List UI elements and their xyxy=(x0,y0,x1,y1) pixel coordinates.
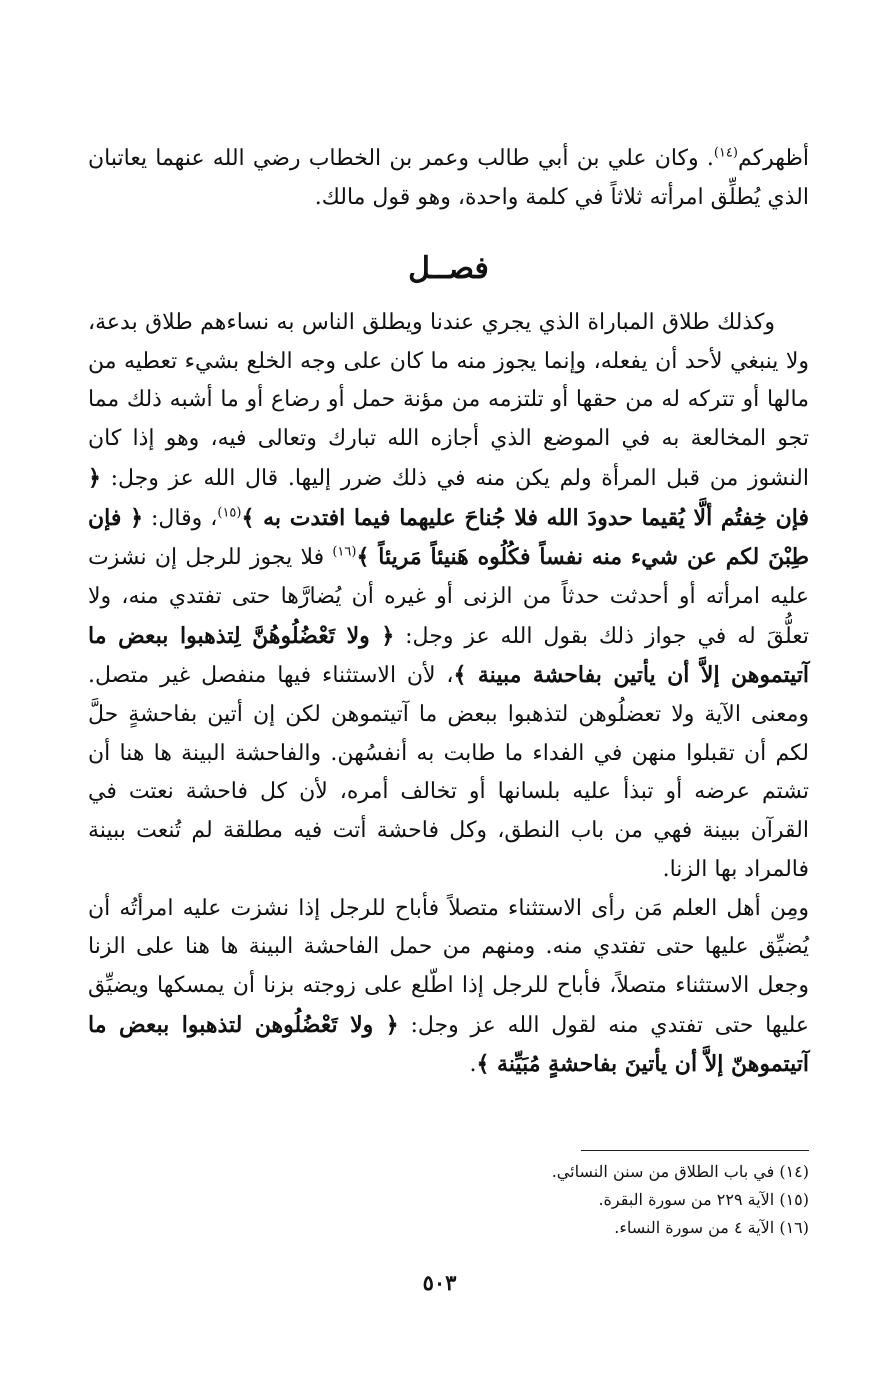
quran-verse-3: ﴿ ولا تَعْضُلُوهُنَّ لِتذهبوا ببعض ما آتيتموهن إلاَّ أن يأتين بفاحشة مبينة ﴾ xyxy=(88,622,810,689)
p1-text-b: ، وقال: xyxy=(151,505,218,531)
footnote-15: (١٥) الآية ٢٢٩ من سورة البقرة. xyxy=(598,1190,809,1209)
intro-text-a: أظهركم xyxy=(737,146,809,171)
page-number: ٥٠٣ xyxy=(422,1270,457,1295)
main-text xyxy=(88,304,809,1085)
quran-verse-1: ﴿ فإن خِفتُم ألَّا يُقيما حدودَ الله فلا جُناحَ عليهما فيما افتدت به ﴾ xyxy=(88,464,809,531)
p1-text-d: ، لأن الاستثناء فيها منفصل غير متصل. ومعنى الآية ولا تعضلُوهن لتذهبوا ببعض ما آتيتموهن لكن إن أتين بفاحشةٍ حلَّ لكم أن تقبلوا منهن في الفداء ما طابت به أنفسُهن. والفاحشة البينة ها هنا أن تشتم عرضه أو تبذأ عليه بلسانها أو تخالف أمره، لأن كل فاحشة نعتت في القرآن ببينة فهي من باب النطق، وكل فاحشة أتت فيه مطلقة لم تُنعت ببينة فالمراد بها الزنا. xyxy=(88,663,809,882)
p1-text-c: فلا يجوز للرجل إن نشزت عليه امرأته أو أحدثت حدثاً من الزنى أو غيره أن يُضارَّها حتى تفتدي منه، ولا تعلُّقَ له في جواز ذلك بقول الله عز وجل: xyxy=(88,545,809,649)
section-heading: فصــل xyxy=(408,251,489,286)
paragraph-1 xyxy=(88,304,809,890)
quran-verse-4: ﴿ ولا تَعْضُلُوهن لتذهبوا ببعض ما آتيتموهنّ إلاَّ أن يأتينَ بفاحشةٍ مُبَيِّنة ﴾ xyxy=(88,1011,809,1078)
footnotes xyxy=(309,1158,809,1242)
intro-text-b: . وكان علي بن أبي طالب وعمر بن الخطاب رضي الله عنهما يعاتبان الذي يُطلِّق امرأته ثلاثاً في كلمة واحدة، وهو قول مالك. xyxy=(88,146,809,210)
footnote-ref-14: (١٤) xyxy=(713,145,738,161)
p2-text-end: . xyxy=(469,1052,477,1078)
paragraph-2 xyxy=(88,890,809,1086)
intro-paragraph xyxy=(88,140,809,217)
footnote-14: (١٤) في باب الطلاق من سنن النسائي. xyxy=(551,1162,809,1181)
footnote-ref-15: (١٥) xyxy=(217,505,242,521)
quran-verse-2: ﴿ فإن طِبْنَ لكم عن شيء منه نفساً فكُلُوه هَنيئاً مَريئاً ﴾ xyxy=(88,504,809,571)
footnote-ref-16: (١٦) xyxy=(332,544,357,560)
p2-text-a: ومِن أهل العلم مَن رأى الاستثناء متصلاً فأباح للرجل إذا نشزت عليه امرأتُه أن يُضيِّق عليها حتى تفتدي منه. ومنهم من حمل الفاحشة البينة ها هنا على الزنا وجعل الاستثناء متصلاً، فأباح للرجل إذا اطّلع على زوجته بزنا أن يمسكها ويضيِّق عليها حتى تفتدي منه لقول الله عز وجل: xyxy=(88,895,810,1038)
footnote-16: (١٦) الآية ٤ من سورة النساء. xyxy=(614,1218,809,1237)
footnote-separator xyxy=(581,1150,809,1151)
p1-text-a: وكذلك طلاق المباراة الذي يجري عندنا ويطلق الناس به نساءهم طلاق بدعة، ولا ينبغي لأحد أن يفعله، وإنما يجوز منه ما كان على وجه الخلع بشيء تعطيه من مالها أو تتركه له من حقها أو تلتزمه من مؤنة حمل أو رضاع أو ما أشبه ذلك مما تجو المخالعة به في الموضع الذي أجازه الله تبارك وتعالى فيه، وهو إذا كان النشوز من قبل المرأة ولم يكن منه في ذلك ضرر إليها. قال الله عز وجل: xyxy=(88,310,809,491)
